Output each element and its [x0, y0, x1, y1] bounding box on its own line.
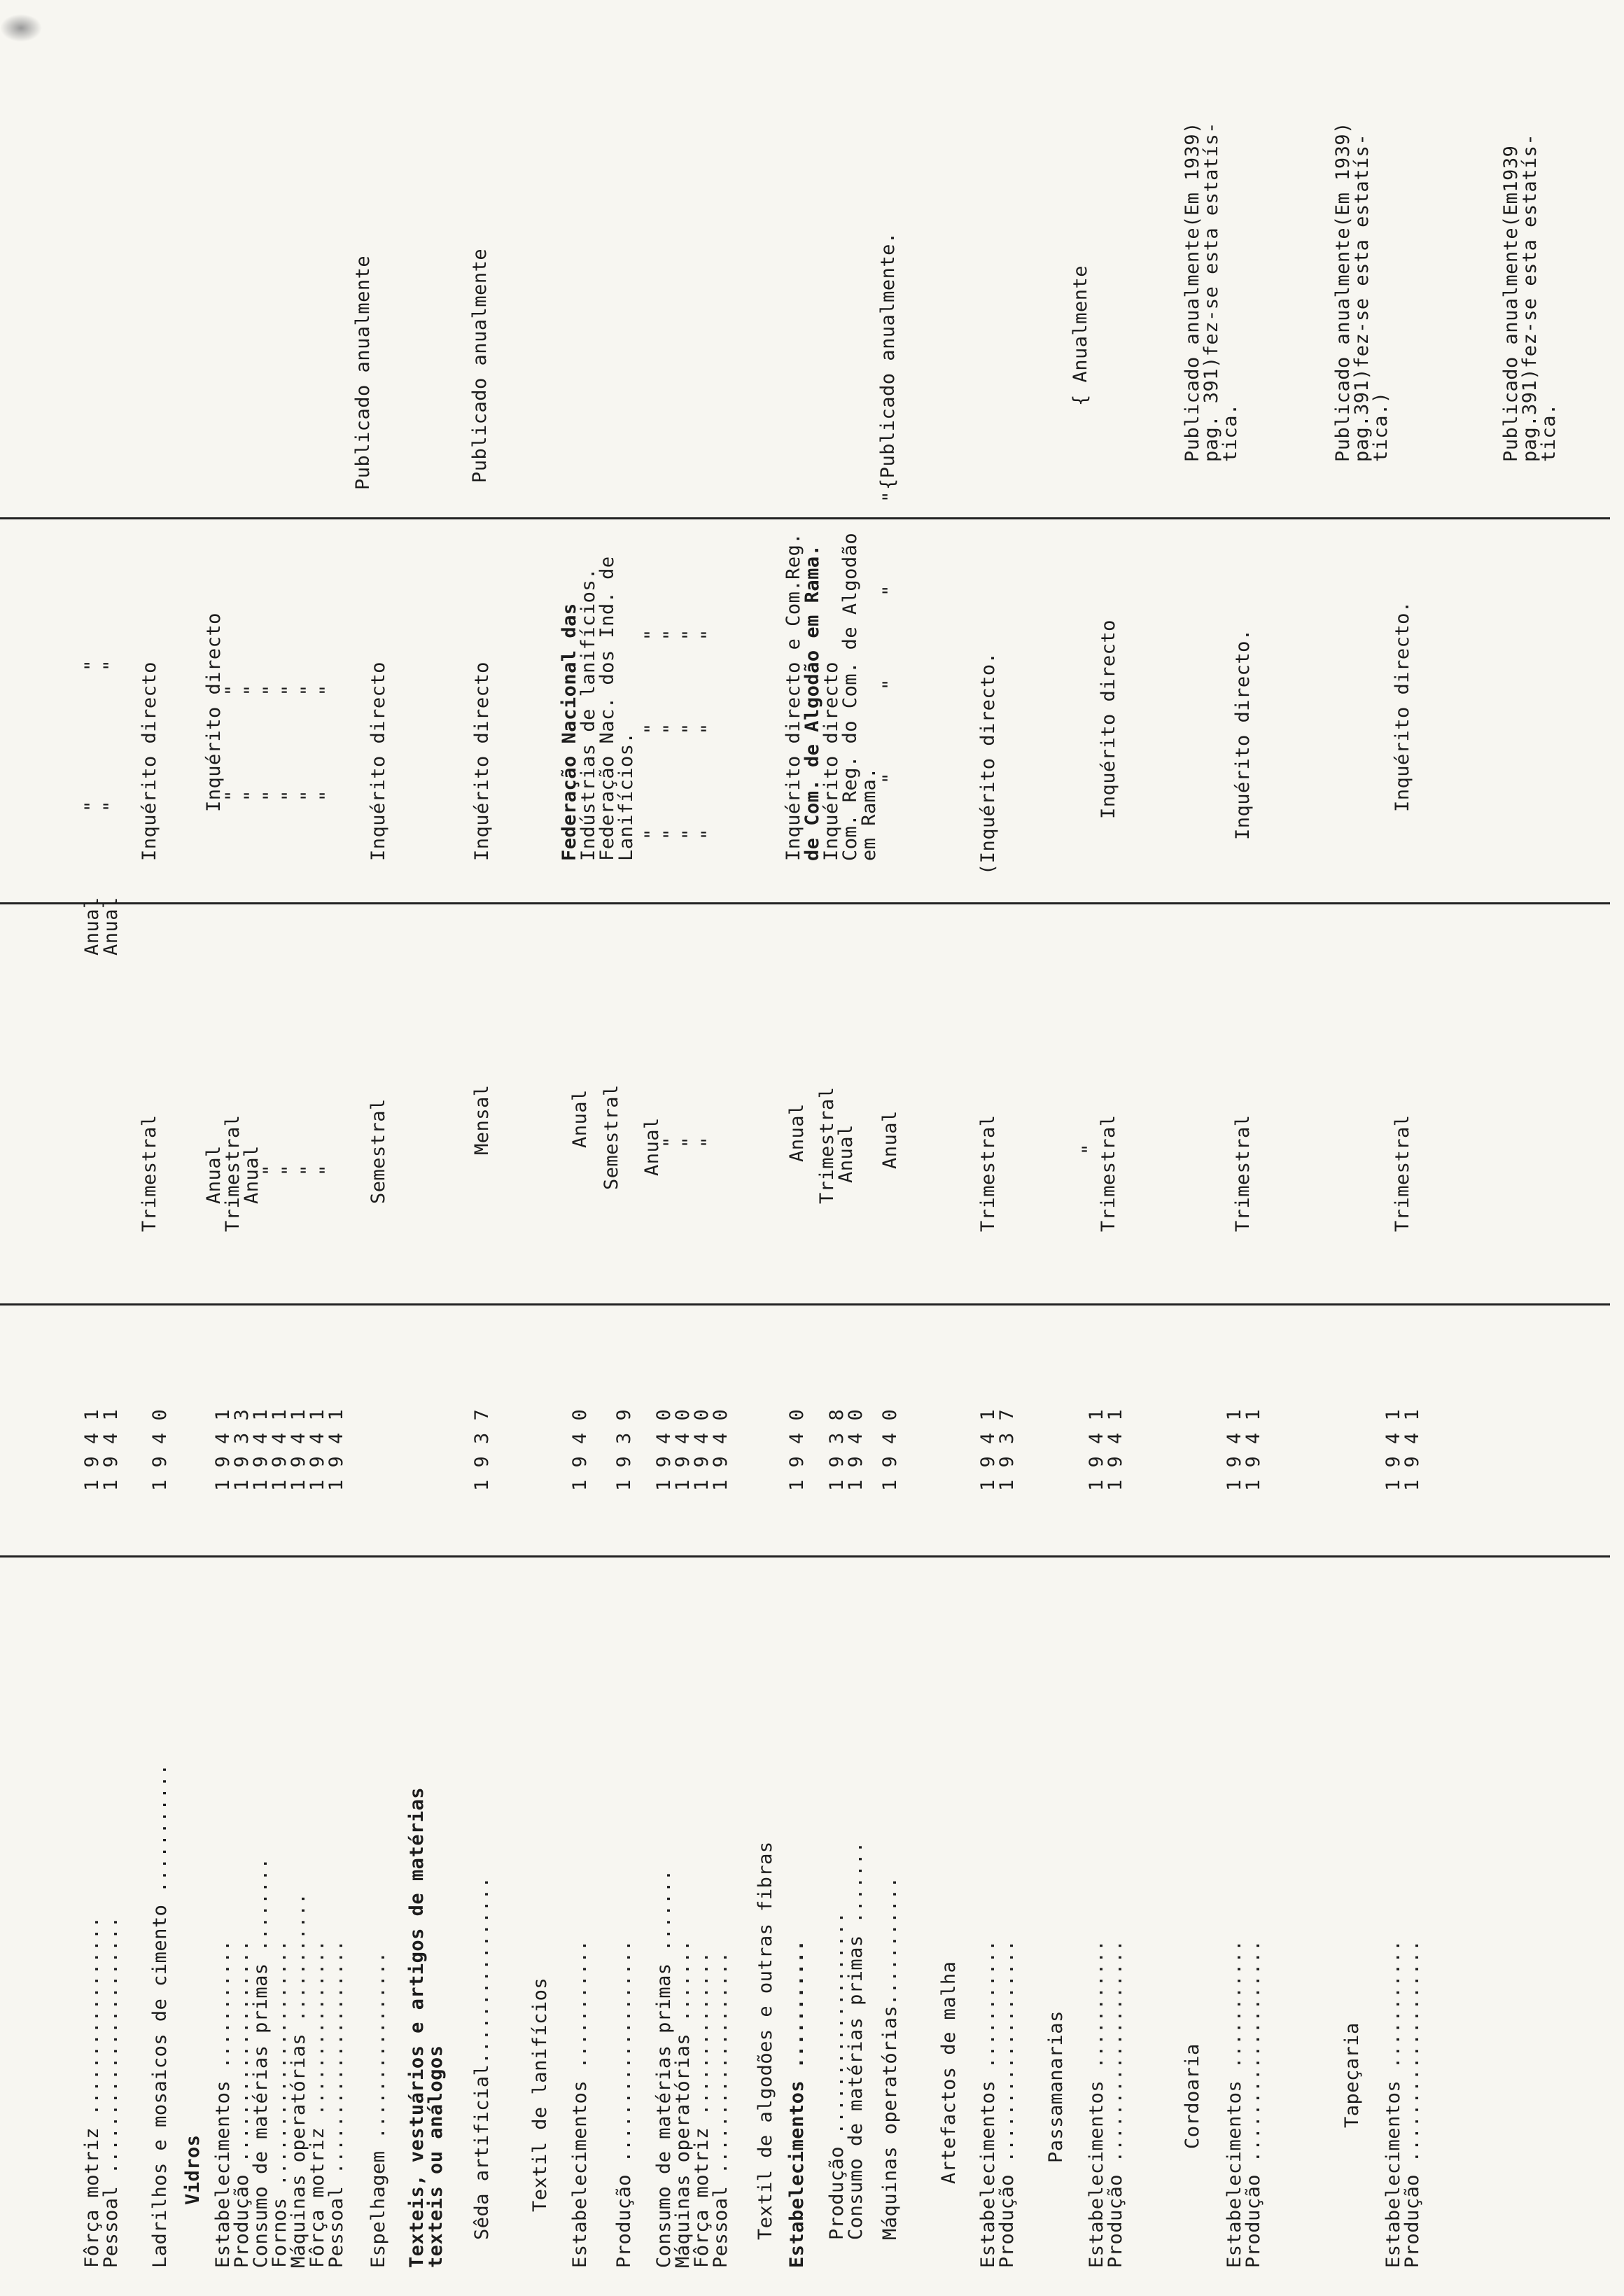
list-item: Produção ...................: [1242, 1939, 1264, 2268]
list-item: Estabelecimentos ...........: [786, 1939, 808, 2268]
source-value: Indústrias de lanifícios.: [578, 568, 599, 861]
year-value: 1 9 4 0: [786, 1408, 808, 1491]
periodicity-value: Anual: [81, 897, 103, 955]
periodicity-value: Anual: [835, 1124, 857, 1183]
year-value: 1 9 4 1: [977, 1408, 999, 1491]
year-value: 1 9 4 1: [212, 1408, 234, 1491]
list-item: Espelhagem ................: [368, 1951, 389, 2268]
year-value: 1 9 4 1: [1401, 1408, 1423, 1491]
year-value: 1 9 4 1: [269, 1408, 290, 1491]
periodicity-value: ": [660, 1136, 682, 1148]
list-item: Produção ...................: [996, 1939, 1018, 2268]
periodicity-value: ": [260, 1164, 281, 1176]
periodicity-value: ": [698, 1136, 720, 1148]
periodicity-value: Mensal: [471, 1084, 493, 1155]
observation-value: pag. 391)fez-se esta estatís-: [1200, 122, 1222, 462]
source-value: Com. Reg. do Com. de Algodão: [839, 532, 861, 861]
list-item: Estabelecimentos ...........: [1382, 1939, 1404, 2268]
list-item: Máquinas operatórias...........: [879, 1876, 901, 2240]
observation-value: pag.391)fez-se esta estatís-: [1519, 133, 1541, 462]
year-value: 1 9 4 0: [845, 1408, 867, 1491]
periodicity-value: Anual: [641, 1117, 663, 1176]
source-value: Inquérito directo.: [1232, 629, 1254, 840]
year-value: 1 9 3 7: [996, 1408, 1018, 1491]
source-value: Inquérito directo: [368, 662, 389, 861]
year-value: 1 9 4 1: [326, 1408, 347, 1491]
list-item: Ladrilhos e mosaicos de cimento ...........: [149, 1763, 171, 2268]
year-value: 1 9 3 9: [613, 1408, 635, 1491]
periodicity-value: Anual: [569, 1089, 591, 1148]
periodicity-value: Trimestral: [816, 1086, 838, 1204]
list-item: Produção ...................: [826, 1911, 848, 2240]
list-item: Produção ...................: [613, 1939, 635, 2268]
observation-value: Publicado anualmente(Em1939: [1500, 145, 1522, 462]
observation-value: Publicado anualmente(Em 1939): [1182, 122, 1203, 462]
list-item: Fornos .....................: [269, 1939, 290, 2268]
source-value: Inquérito directo: [1098, 620, 1119, 819]
list-item: Sêda artificial................: [471, 1876, 493, 2240]
observation-value: tica.: [1219, 403, 1241, 462]
year-value: 1 9 4 0: [691, 1408, 713, 1491]
subsection-heading: Textil de algodões e outras fibras: [755, 1841, 776, 2240]
periodicity-value: ": [1079, 1143, 1100, 1155]
list-item: Máquinas operatórias .......: [672, 1939, 694, 2268]
list-item: Produção ...................: [1401, 1939, 1423, 2268]
periodicity-value: Anual: [241, 1145, 262, 1204]
source-value: (Inquérito directo.: [977, 652, 999, 875]
year-value: 1 9 4 1: [100, 1408, 122, 1491]
section-heading: Texteis, vestuários e artigos de matérias: [406, 1787, 428, 2268]
source-value: " " ": [679, 629, 701, 840]
source-value: " " " ": [879, 491, 901, 784]
year-value: 1 9 3 3: [231, 1408, 253, 1491]
list-item: Consumo de matérias primas ........: [250, 1857, 272, 2268]
list-item: Estabelecimentos ...........: [1086, 1939, 1107, 2268]
source-value: em Rama.: [858, 766, 880, 861]
source-value: Inquérito directo: [471, 662, 493, 861]
list-item: Estabelecimentos ...........: [212, 1939, 234, 2268]
periodicity-value: Semestral: [601, 1084, 622, 1190]
subsection-heading: Cordoaria: [1182, 2043, 1203, 2149]
periodicity-value: Anual: [100, 897, 122, 955]
column-divider-1: [0, 1555, 1610, 1558]
year-value: 1 9 4 0: [149, 1408, 171, 1491]
periodicity-value: Trimestral: [139, 1114, 160, 1232]
list-item: Estabelecimentos ...........: [1224, 1939, 1245, 2268]
list-item: Consumo de matérias primas .......: [845, 1841, 867, 2240]
year-value: 1 9 4 1: [250, 1408, 272, 1491]
source-value: Lanifícios.: [615, 732, 637, 861]
list-item: Pessoal ...................: [710, 1951, 732, 2268]
list-item: Estabelecimentos ...........: [977, 1939, 999, 2268]
year-value: 1 9 4 0: [569, 1408, 591, 1491]
source-value: Federação Nacional das: [559, 603, 580, 861]
periodicity-value: Semestral: [368, 1098, 389, 1204]
source-value: " ": [279, 684, 300, 802]
year-value: 1 9 4 1: [1086, 1408, 1107, 1491]
source-value: " " ": [641, 629, 663, 840]
year-value: 1 9 4 1: [81, 1408, 103, 1491]
source-value: Federação Nac. dos Ind. de: [596, 556, 618, 861]
list-item: Pessoal ......................: [100, 1916, 122, 2268]
periodicity-value: Trimestral: [1098, 1114, 1119, 1232]
observation-value: pag.391)fez-se esta estatís-: [1351, 133, 1373, 462]
year-value: 1 9 3 8: [826, 1408, 848, 1491]
source-value: " ": [241, 684, 262, 802]
column-divider-4: [0, 517, 1610, 519]
year-value: 1 9 4 0: [710, 1408, 732, 1491]
year-value: 1 9 4 1: [1242, 1408, 1264, 1491]
source-value: Inquérito directo: [820, 662, 842, 861]
periodicity-value: Trimestral: [222, 1114, 244, 1232]
periodicity-value: Trimestral: [1392, 1114, 1413, 1232]
periodicity-value: ": [279, 1164, 300, 1176]
year-value: 1 9 4 0: [672, 1408, 694, 1491]
column-divider-2: [0, 1303, 1610, 1306]
section-heading: texteis ou análogos: [425, 2045, 447, 2268]
source-value: " " ": [698, 629, 720, 840]
subsection-heading: Tapeçaria: [1341, 2022, 1363, 2128]
observation-value: Publicado anualmente: [469, 248, 491, 483]
source-value: " " ": [660, 629, 682, 840]
section-heading: Vidros: [182, 2134, 204, 2205]
periodicity-value: Anual: [786, 1103, 808, 1162]
list-item: Pessoal ....................: [326, 1939, 347, 2268]
source-value: " ": [222, 684, 244, 802]
observation-value: { Anualmente: [1070, 265, 1091, 406]
periodicity-value: ": [298, 1164, 319, 1176]
year-value: 1 9 4 1: [288, 1408, 309, 1491]
periodicity-value: Trimestral: [1232, 1114, 1254, 1232]
subsection-heading: Textil de lanifícios: [529, 1977, 551, 2212]
year-value: 1 9 4 0: [653, 1408, 675, 1491]
periodicity-value: Anual: [203, 1145, 225, 1204]
source-value: Inquérito directo e Com.Reg.: [783, 532, 804, 861]
list-item: Produção ...................: [231, 1939, 253, 2268]
year-value: 1 9 4 0: [879, 1408, 901, 1491]
scan-smudge: [0, 14, 42, 42]
source-value: Inquérito directo.: [1392, 601, 1413, 812]
observation-value: Publicado anualmente: [352, 255, 374, 490]
subsection-heading: Passamanarias: [1045, 2010, 1067, 2163]
year-value: 1 9 4 1: [1382, 1408, 1404, 1491]
periodicity-value: ": [679, 1136, 701, 1148]
periodicity-value: ": [316, 1164, 338, 1176]
year-value: 1 9 4 1: [1224, 1408, 1245, 1491]
year-value: 1 9 4 1: [307, 1408, 328, 1491]
periodicity-value: Trimestral: [977, 1114, 999, 1232]
column-divider-3: [0, 902, 1610, 904]
source-value: Inquérito directo: [203, 612, 225, 812]
list-item: Fôrça motriz ..............: [691, 1951, 713, 2268]
list-item: Consumo de matérias primas .......: [653, 1869, 675, 2268]
source-value: de Com. de Algodão em Rama.: [802, 544, 823, 861]
source-value: " ": [100, 659, 122, 812]
list-item: Estabelecimentos ...........: [569, 1939, 591, 2268]
source-value: " ": [298, 684, 319, 802]
source-value: Inquérito directo: [139, 662, 160, 861]
subsection-heading: Artefactos de malha: [938, 1961, 960, 2184]
year-value: 1 9 3 7: [471, 1408, 493, 1491]
list-item: Fôrça motriz .................: [81, 1916, 103, 2268]
observation-value: tica.): [1370, 391, 1392, 462]
source-value: " ": [316, 684, 338, 802]
periodicity-value: Anual: [879, 1110, 901, 1169]
source-value: " ": [81, 659, 103, 812]
source-value: " ": [260, 684, 281, 802]
list-item: Fôrça motriz ...............: [307, 1939, 328, 2268]
observation-value: tica.: [1538, 403, 1560, 462]
observation-value: Publicado anualmente(Em 1939): [1332, 122, 1354, 462]
observation-value: {Publicado anualmente.: [877, 232, 899, 490]
list-item: Máquinas operatórias ...........: [288, 1892, 309, 2268]
year-value: 1 9 4 1: [1105, 1408, 1126, 1491]
list-item: Produção ...................: [1105, 1939, 1126, 2268]
